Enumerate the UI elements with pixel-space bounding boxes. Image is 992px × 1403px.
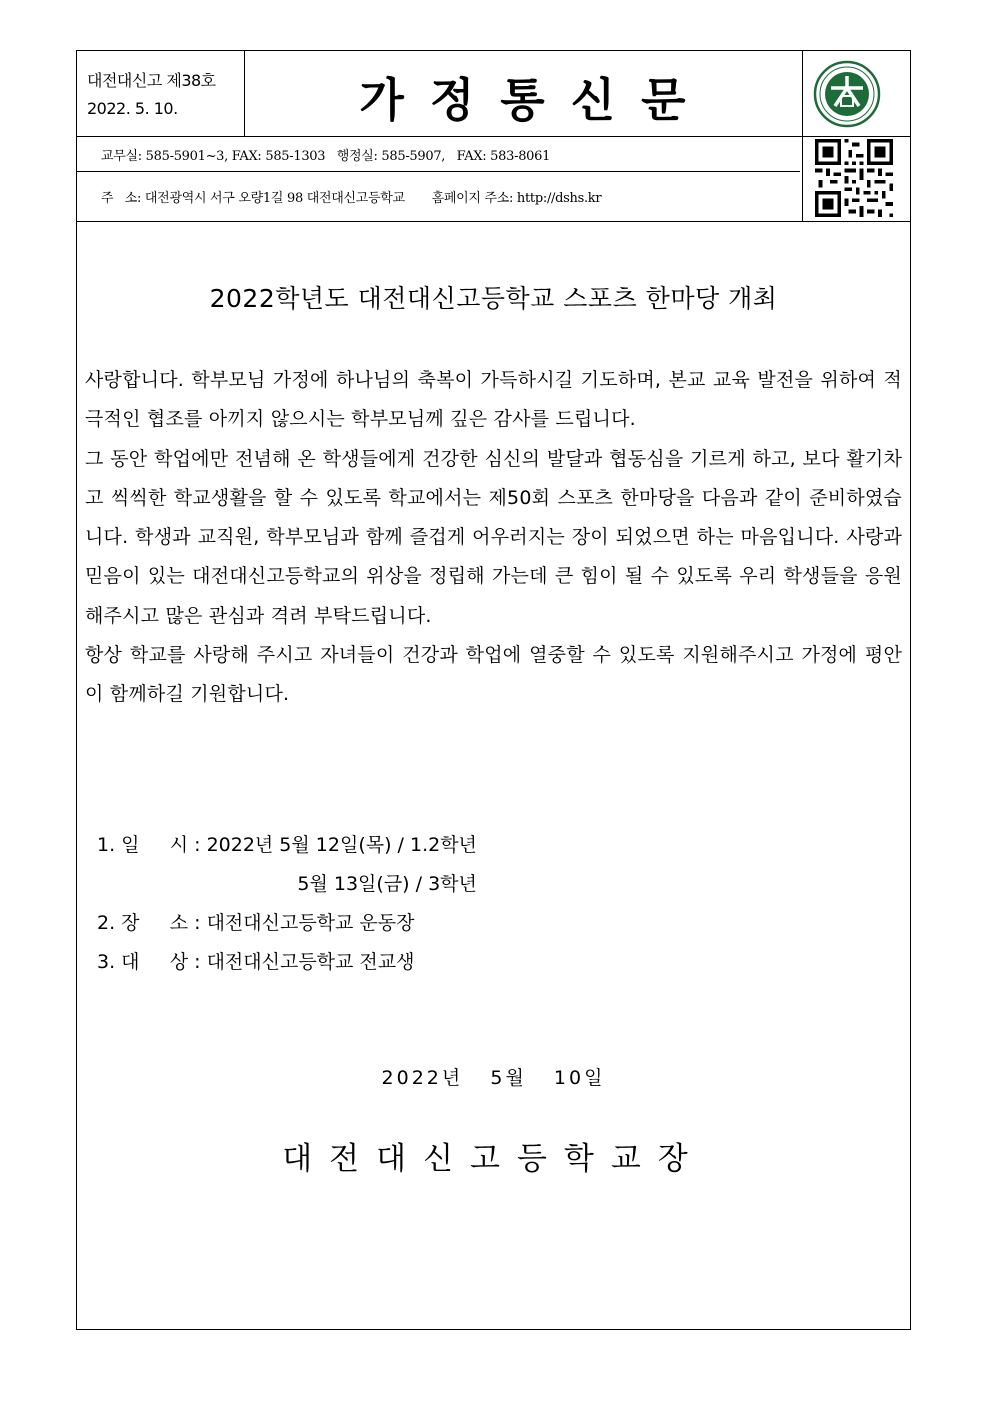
detail-row-place [97,904,477,943]
principal-signature: 대전대신고등학교장 [282,1141,705,1177]
detail-row-date [97,826,477,865]
address-line: 주 소: 대전광역시 서구 오량1길 98 대전대신고등학교 홈페이지 주소: http://dshs.kr [101,191,602,206]
logo-divider [802,51,803,221]
contact-line: 교무실: 585-5901~3, FAX: 585-1303 행정실: 585-5907, FAX: 583-8061 [101,149,551,164]
notice-headline: 2022학년도 대전대신고등학교 스포츠 한마당 개최 [209,284,778,313]
detail-label: 1. 일 시 : [97,834,207,856]
qr-code-icon [815,139,893,217]
body-paragraph-greeting: 사랑합니다. 학부모님 가정에 하나님의 축복이 가득하시길 기도하며, 본교 교육 발전을 위하여 적극적인 협조를 아끼지 않으시는 학부모님께 깊은 감사를 드립니다. [85,369,902,431]
detail-row-date-2 [97,865,477,904]
issue-info [87,67,216,123]
notice-frame [76,50,911,1330]
school-emblem-icon [813,60,881,128]
header-bottom-divider [77,221,910,222]
event-details [97,826,477,982]
document-title: 가정통신문 [359,73,712,127]
detail-label: 3. 대 상 : [97,951,207,973]
detail-value: 5월 13일(금) / 3학년 [237,873,477,895]
notice-body [85,361,902,715]
detail-value: 2022년 5월 12일(목) / 1.2학년 [206,834,477,856]
body-paragraph-event: 그 동안 학업에만 전념해 온 학생들에게 건강한 심신의 발달과 협동심을 기르게 하고, 보다 활기차고 씩씩한 학교생활을 할 수 있도록 학교에서는 제50회 스포츠 한마당을 다음과 같이 준비하였습니다. 학생과 교직원, 학부모님과 함께 즐겁게 어우러지는 장이 되었으면 하는 마음입니다. 사랑과 믿음이 있는 대전대신고등학교의 위상을 정립해 가는데 큰 힘이 될 수 있도록 우리 학생들을 응원해주시고 많은 관심과 격려 부탁드립니다. [85,447,902,627]
issue-date: 2022. 5. 10. [87,99,178,118]
header-divider [77,136,910,137]
detail-label: 2. 장 소 : [97,912,207,934]
issue-number: 대전대신고 제38호 [87,71,216,90]
detail-row-target [97,943,477,982]
detail-value: 대전대신고등학교 운동장 [206,912,415,934]
body-paragraph-closing: 항상 학교를 사랑해 주시고 자녀들이 건강과 학업에 열중할 수 있도록 지원해주시고 가정에 평안이 함께하길 기원합니다. [85,644,902,706]
detail-value: 대전대신고등학교 전교생 [206,951,415,973]
contact-divider [77,171,800,172]
issue-date-footer: 2022년 5월 10일 [381,1067,606,1089]
detail-label [97,865,237,904]
